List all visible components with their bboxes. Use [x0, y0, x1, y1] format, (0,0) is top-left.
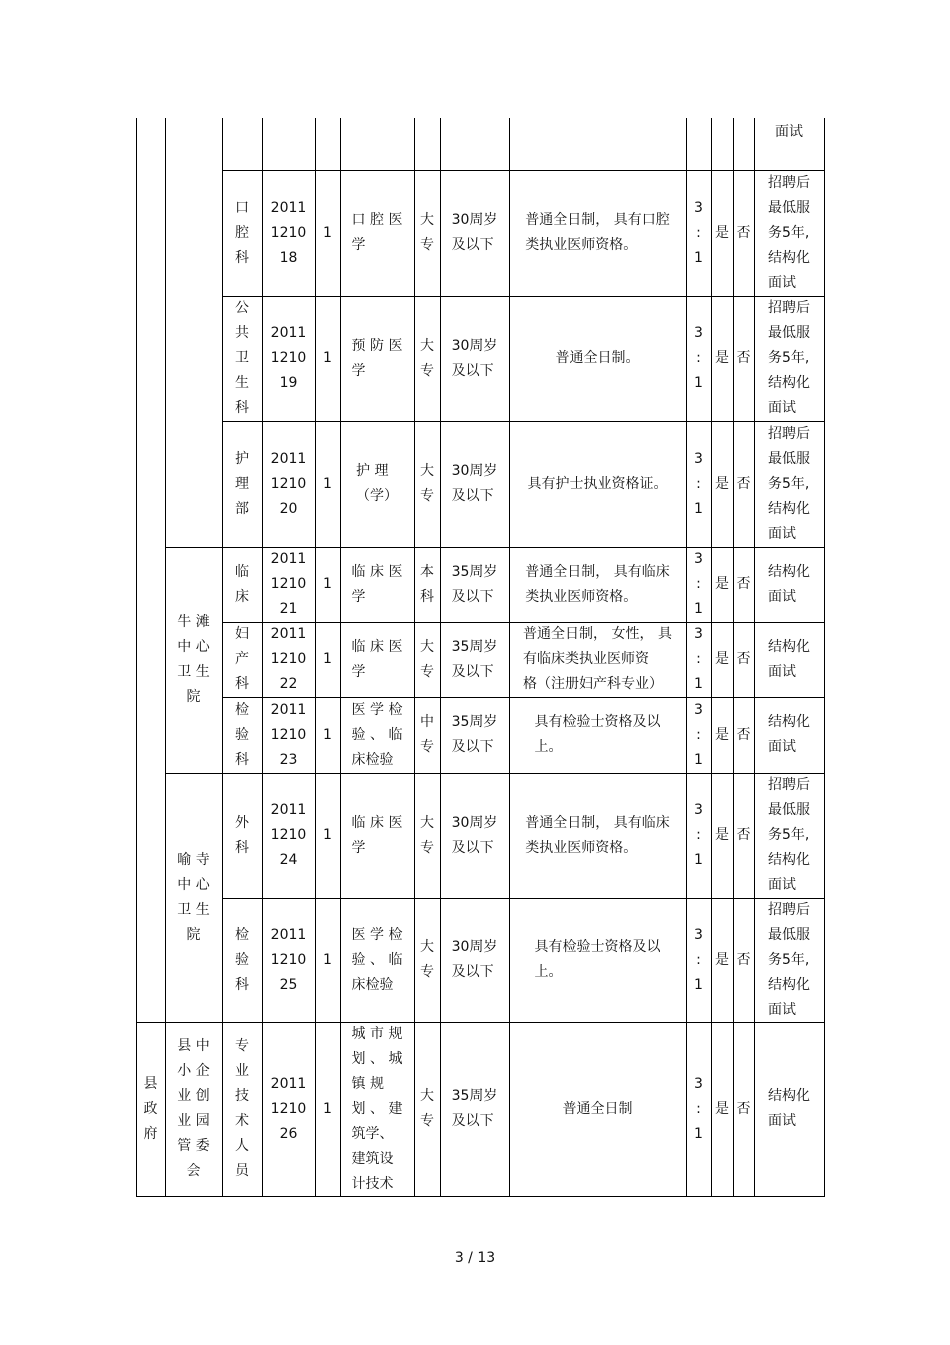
table-cell-edu: 大 专	[420, 939, 434, 980]
table-cell-code: 2011 1210 18	[270, 199, 307, 266]
table-cell-is: 是	[715, 475, 729, 492]
table-cell-count: 1	[323, 1100, 332, 1117]
table-cell-count: 1	[323, 475, 332, 492]
table-cell-edu: 大 专	[420, 1088, 434, 1129]
table-cell-note: 结构化 面试	[768, 1088, 810, 1129]
table-rule	[136, 1196, 825, 1197]
table-cell-code: 2011 1210 23	[270, 701, 307, 768]
table-cell-age: 35周岁 及以下	[451, 1088, 498, 1129]
table-cell-count: 1	[323, 576, 332, 592]
table-cell-code: 2011 1210 24	[270, 802, 307, 868]
table-cell-age: 30周岁 及以下	[451, 212, 498, 253]
table-cell-no: 否	[736, 651, 751, 667]
table-cell-is: 是	[715, 651, 729, 667]
table-cell-no: 否	[736, 1100, 751, 1117]
table-cell-is	[711, 118, 733, 170]
table-cell-major: 医 学 检 验 、 临 床检验	[351, 701, 403, 768]
table-cell-is: 是	[715, 224, 729, 241]
table-cell-ratio: 3 : 1	[694, 802, 703, 868]
table-cell-edu: 大 专	[420, 638, 434, 680]
table-cell-dept	[222, 118, 262, 170]
table-cell-major: 临 床 医 学	[351, 814, 403, 856]
table-cell-requirement: 普通全日制	[562, 1100, 633, 1117]
table-cell-requirement: 具有检验士资格及以 上。	[534, 939, 661, 980]
table-cell-no	[733, 118, 754, 170]
table-cell-age: 30周岁 及以下	[451, 337, 498, 379]
table-cell-edu: 大 专	[420, 212, 434, 253]
table-cell-requirement: 普通全日制， 具有口腔 类执业医师资格。	[525, 212, 670, 253]
table-cell-major: 临 床 医 学	[351, 638, 403, 680]
table-cell-dept: 公 共 卫 生 科	[235, 300, 249, 416]
table-cell-note: 招聘后 最低服 务5年, 结构化 面试	[768, 300, 810, 416]
table-cell-ratio: 3 : 1	[694, 701, 703, 768]
table-cell-is: 是	[715, 1100, 729, 1117]
table-cell-dept: 检 验 科	[235, 701, 249, 768]
table-cell-note: 招聘后 最低服 务5年, 结构化 面试	[768, 901, 810, 1018]
table-cell-major: 口 腔 医 学	[351, 212, 403, 253]
table-cell-edu: 本 科	[420, 563, 434, 605]
table-cell-dept: 护 理 部	[235, 450, 249, 517]
table-cell-requirement: 具有护士执业资格证。	[527, 475, 668, 492]
table-cell-dept: 妇 产 科	[235, 626, 249, 692]
table-cell-no: 否	[736, 726, 751, 743]
table-cell-age: 30周岁 及以下	[451, 463, 498, 504]
table-cell-no: 否	[736, 576, 751, 592]
table-cell-is: 是	[715, 827, 729, 843]
table-cell-ratio: 3 : 1	[694, 325, 703, 391]
table-cell-is: 是	[715, 576, 729, 592]
table-cell-code: 2011 1210 19	[270, 325, 307, 391]
table-cell-requirement: 具有检验士资格及以 上。	[534, 714, 661, 755]
table-cell-age: 35周岁 及以下	[451, 563, 498, 605]
table-cell-dept: 口 腔 科	[235, 199, 249, 266]
table-cell-ratio: 3 : 1	[694, 450, 703, 517]
unit-xianzhongqi: 县 中 小 企 业 创 业 园 管 委 会	[177, 1038, 210, 1179]
table-cell-major: 临 床 医 学	[351, 563, 403, 605]
table-cell-code: 2011 1210 25	[270, 926, 307, 993]
table-cell-code: 2011 1210 21	[270, 551, 307, 617]
page-number: 3 / 13	[454, 1250, 496, 1266]
table-cell-requirement: 普通全日制， 具有临床 类执业医师资格。	[525, 563, 670, 605]
table-cell-no: 否	[736, 827, 751, 843]
table-cell-dept: 临 床	[235, 563, 249, 605]
table-cell-ratio: 3 : 1	[694, 551, 703, 617]
table-cell-note: 结构化 面试	[768, 638, 810, 680]
table-cell-edu	[414, 118, 440, 170]
table-cell-major	[340, 118, 414, 170]
table-cell-dept: 专 业 技 术 人 员	[235, 1038, 249, 1179]
table-cell-major: 城 市 规 划 、 城 镇 规 划 、 建 筑学、 建筑设 计技术	[351, 1025, 403, 1192]
table-cell-is: 是	[715, 726, 729, 743]
table-rule	[824, 118, 825, 1196]
table-cell-ratio	[686, 118, 711, 170]
table-cell-age: 30周岁 及以下	[451, 814, 498, 856]
table-cell-no: 否	[736, 475, 751, 492]
table-cell-count: 1	[323, 726, 332, 743]
table-cell-edu: 中 专	[420, 714, 434, 755]
table-cell-note: 招聘后 最低服 务5年, 结构化 面试	[768, 777, 810, 893]
table-cell-note: 招聘后 最低服 务5年, 结构化 面试	[768, 425, 810, 542]
table-cell-ratio: 3 : 1	[694, 1075, 703, 1142]
table-cell-edu: 大 专	[420, 814, 434, 856]
table-cell-code: 2011 1210 22	[270, 626, 307, 692]
table-cell-no: 否	[736, 951, 751, 968]
table-cell-count: 1	[323, 827, 332, 843]
unit-yusi: 喻 寺 中 心 卫 生 院	[177, 851, 210, 943]
table-cell-requirement: 普通全日制。	[555, 350, 640, 366]
table-cell-note: 招聘后 最低服 务5年, 结构化 面试	[768, 174, 810, 291]
table-cell-edu: 大 专	[420, 337, 434, 379]
table-cell-requirement: 普通全日制， 具有临床 类执业医师资格。	[525, 814, 670, 856]
table-cell-major: 医 学 检 验 、 临 床检验	[351, 926, 403, 993]
table-cell-age: 35周岁 及以下	[451, 638, 498, 680]
table-cell-is: 是	[715, 350, 729, 366]
table-cell-note: 结构化 面试	[768, 714, 810, 755]
table-cell-code	[262, 118, 315, 170]
table-cell-count: 1	[323, 350, 332, 366]
table-cell-dept: 检 验 科	[235, 926, 249, 993]
unit-niutan: 牛 滩 中 心 卫 生 院	[177, 614, 210, 705]
table-cell-code: 2011 1210 20	[270, 450, 307, 517]
table-cell-code: 2011 1210 26	[270, 1075, 307, 1142]
table-cell-count: 1	[323, 224, 332, 241]
table-cell-count: 1	[323, 651, 332, 667]
table-cell-major: 护 理 （学）	[356, 463, 398, 504]
table-cell-note: 面试	[775, 124, 803, 140]
table-cell-is: 是	[715, 951, 729, 968]
table-cell-count	[315, 118, 340, 170]
table-cell-major: 预 防 医 学	[351, 337, 403, 379]
table-cell-ratio: 3 : 1	[694, 199, 703, 266]
table-cell-requirement	[509, 118, 686, 170]
table-cell-no: 否	[736, 350, 751, 366]
table-cell-ratio: 3 : 1	[694, 626, 703, 692]
table-cell-ratio: 3 : 1	[694, 926, 703, 993]
table-cell-requirement: 普通全日制， 女性， 具 有临床类执业医师资 格（注册妇产科专业）	[523, 626, 672, 692]
table-cell-edu: 大 专	[420, 463, 434, 504]
table-cell-count: 1	[323, 951, 332, 968]
table-cell-age: 35周岁 及以下	[451, 714, 498, 755]
table-cell-age: 30周岁 及以下	[451, 939, 498, 980]
table-cell-note: 结构化 面试	[768, 563, 810, 605]
table-cell-no: 否	[736, 224, 751, 241]
unit-xianzhengfu: 县 政 府	[143, 1075, 158, 1142]
table-cell-dept: 外 科	[235, 814, 249, 856]
table-cell-age	[440, 118, 509, 170]
